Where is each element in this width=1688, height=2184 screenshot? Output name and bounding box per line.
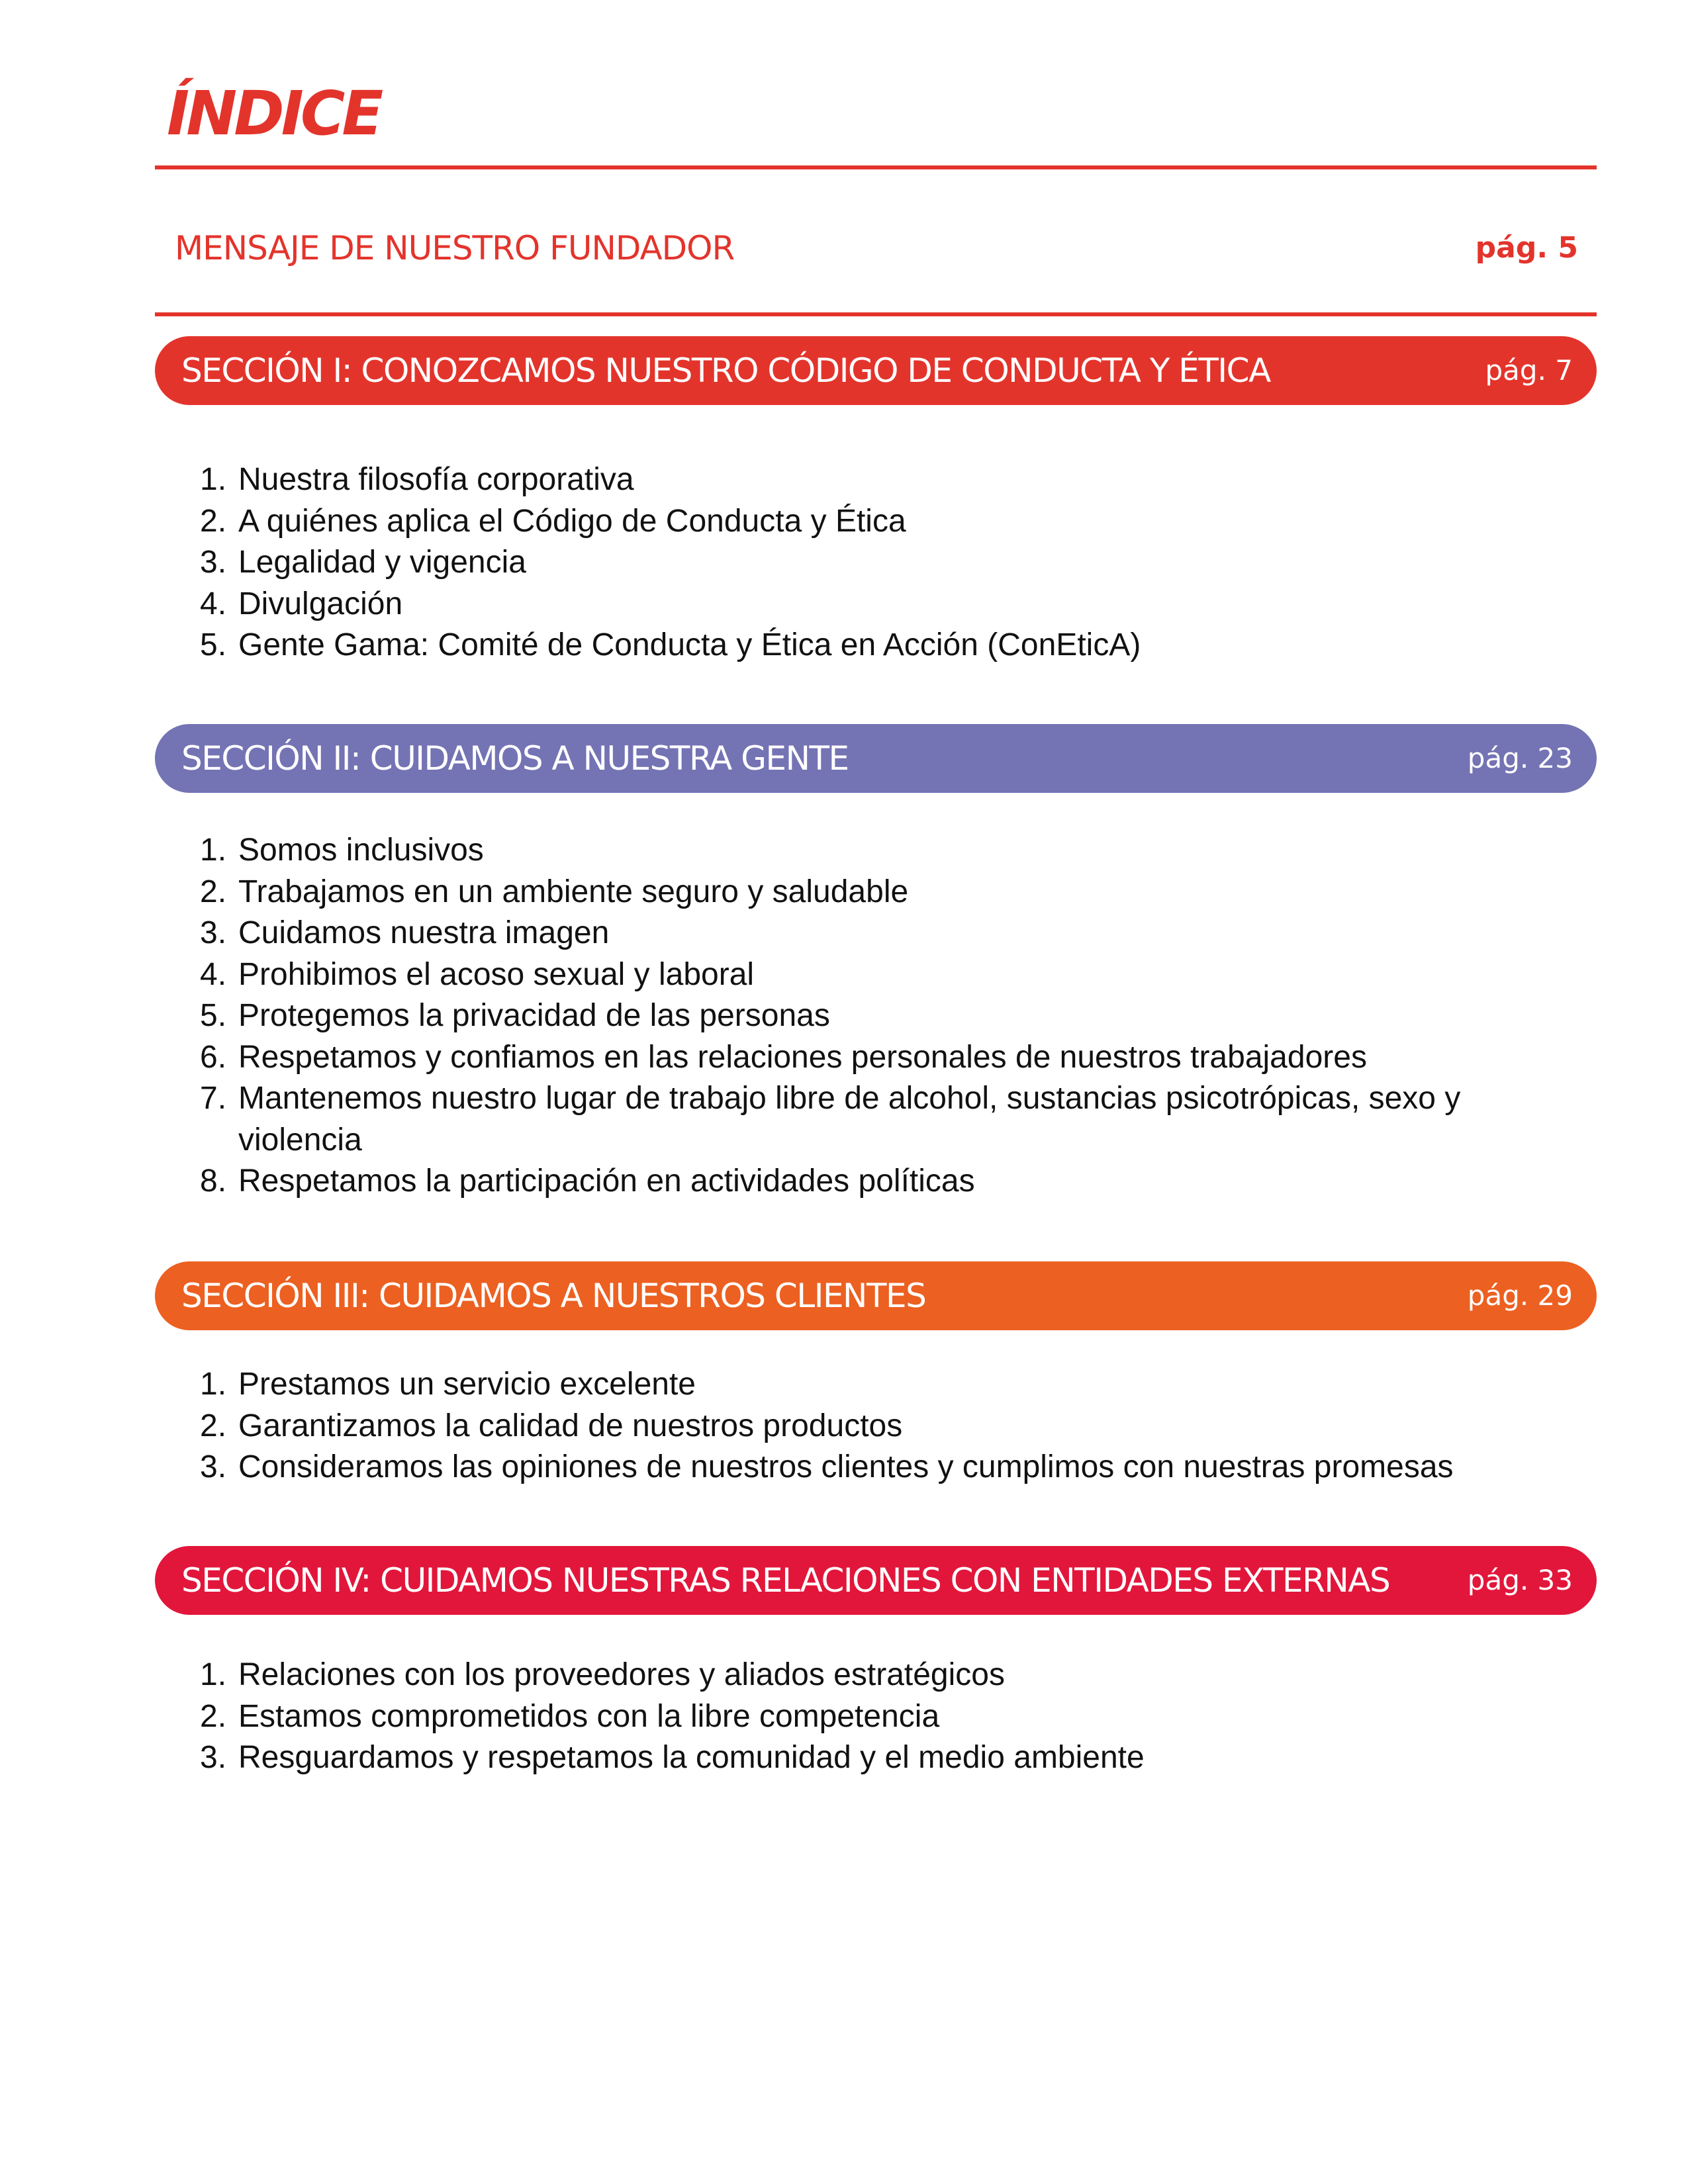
item-number: 3. bbox=[200, 1449, 227, 1484]
list-item[interactable] bbox=[200, 872, 1557, 913]
list-item[interactable] bbox=[200, 830, 1557, 872]
item-text: Protegemos la privacidad de las personas bbox=[238, 998, 830, 1033]
item-text: Resguardamos y respetamos la comunidad y el medio ambiente bbox=[238, 1740, 1145, 1775]
list-item[interactable] bbox=[200, 1447, 1557, 1488]
item-number: 2. bbox=[200, 874, 227, 909]
item-number: 5. bbox=[200, 998, 227, 1033]
item-text: Cuidamos nuestra imagen bbox=[238, 915, 610, 950]
list-item[interactable] bbox=[200, 995, 1557, 1037]
section-4-title: SECCIÓN IV: CUIDAMOS NUESTRAS RELACIONES CON ENTIDADES EXTERNAS bbox=[181, 1561, 1390, 1600]
item-text: A quiénes aplica el Código de Conducta y Ética bbox=[238, 503, 906, 539]
list-item[interactable] bbox=[200, 1655, 1557, 1696]
header-divider bbox=[155, 165, 1597, 169]
item-text: Divulgación bbox=[238, 586, 403, 621]
section-1-page: pág. 7 bbox=[1485, 354, 1573, 387]
section-4-list bbox=[200, 1655, 1557, 1779]
founder-message-page: pág. 5 bbox=[1475, 231, 1578, 265]
section-2-title: SECCIÓN II: CUIDAMOS A NUESTRA GENTE bbox=[181, 739, 849, 778]
item-number: 1. bbox=[200, 462, 227, 497]
item-number: 4. bbox=[200, 586, 227, 621]
list-item[interactable] bbox=[200, 1696, 1557, 1738]
item-number: 6. bbox=[200, 1039, 227, 1075]
item-number: 1. bbox=[200, 833, 227, 868]
item-text: Mantenemos nuestro lugar de trabajo libre de alcohol, sustancias psicotrópicas, sexo y violencia bbox=[238, 1081, 1461, 1158]
item-text: Nuestra filosofía corporativa bbox=[238, 462, 634, 497]
list-item[interactable] bbox=[200, 1364, 1557, 1406]
item-text: Relaciones con los proveedores y aliados estratégicos bbox=[238, 1657, 1005, 1692]
item-number: 3. bbox=[200, 1740, 227, 1775]
section-3-header[interactable] bbox=[155, 1261, 1597, 1330]
list-item[interactable] bbox=[200, 1078, 1557, 1161]
item-number: 4. bbox=[200, 956, 227, 992]
item-number: 7. bbox=[200, 1081, 227, 1116]
item-text: Prestamos un servicio excelente bbox=[238, 1367, 696, 1402]
item-number: 3. bbox=[200, 915, 227, 950]
section-2-page: pág. 23 bbox=[1467, 742, 1573, 774]
item-text: Legalidad y vigencia bbox=[238, 545, 526, 580]
founder-divider bbox=[155, 312, 1597, 316]
page-title: ÍNDICE bbox=[167, 78, 381, 149]
list-item[interactable] bbox=[200, 1406, 1557, 1447]
founder-message-entry[interactable] bbox=[175, 218, 1578, 278]
item-number: 5. bbox=[200, 627, 227, 662]
section-3-list bbox=[200, 1364, 1557, 1488]
section-4-header[interactable] bbox=[155, 1546, 1597, 1615]
list-item[interactable] bbox=[200, 584, 1557, 625]
section-3-page: pág. 29 bbox=[1467, 1279, 1573, 1312]
item-text: Respetamos la participación en actividades políticas bbox=[238, 1163, 975, 1199]
list-item[interactable] bbox=[200, 501, 1557, 543]
list-item[interactable] bbox=[200, 459, 1557, 501]
list-item[interactable] bbox=[200, 542, 1557, 584]
list-item[interactable] bbox=[200, 1161, 1557, 1203]
list-item[interactable] bbox=[200, 913, 1557, 954]
item-number: 1. bbox=[200, 1367, 227, 1402]
item-text: Somos inclusivos bbox=[238, 833, 484, 868]
item-text: Prohibimos el acoso sexual y laboral bbox=[238, 956, 755, 992]
section-1-header[interactable] bbox=[155, 336, 1597, 405]
item-text: Gente Gama: Comité de Conducta y Ética en Acción (ConEticA) bbox=[238, 627, 1141, 662]
item-text: Garantizamos la calidad de nuestros productos bbox=[238, 1408, 903, 1443]
section-2-list bbox=[200, 830, 1557, 1203]
item-number: 2. bbox=[200, 1408, 227, 1443]
item-number: 2. bbox=[200, 1698, 227, 1734]
section-1-list bbox=[200, 459, 1557, 666]
list-item[interactable] bbox=[200, 625, 1557, 666]
section-2-header[interactable] bbox=[155, 724, 1597, 793]
item-number: 8. bbox=[200, 1163, 227, 1199]
list-item[interactable] bbox=[200, 954, 1557, 996]
list-item[interactable] bbox=[200, 1037, 1557, 1079]
item-number: 3. bbox=[200, 545, 227, 580]
item-text: Estamos comprometidos con la libre competencia bbox=[238, 1698, 940, 1734]
section-1-title: SECCIÓN I: CONOZCAMOS NUESTRO CÓDIGO DE CONDUCTA Y ÉTICA bbox=[181, 351, 1270, 390]
item-number: 2. bbox=[200, 503, 227, 539]
section-3-title: SECCIÓN III: CUIDAMOS A NUESTROS CLIENTES bbox=[181, 1277, 926, 1315]
founder-message-title: MENSAJE DE NUESTRO FUNDADOR bbox=[175, 229, 735, 267]
item-text: Respetamos y confiamos en las relaciones personales de nuestros trabajadores bbox=[238, 1039, 1367, 1075]
section-4-page: pág. 33 bbox=[1467, 1564, 1573, 1596]
item-text: Trabajamos en un ambiente seguro y saludable bbox=[238, 874, 909, 909]
item-text: Consideramos las opiniones de nuestros clientes y cumplimos con nuestras promesas bbox=[238, 1449, 1454, 1484]
item-number: 1. bbox=[200, 1657, 227, 1692]
list-item[interactable] bbox=[200, 1737, 1557, 1779]
